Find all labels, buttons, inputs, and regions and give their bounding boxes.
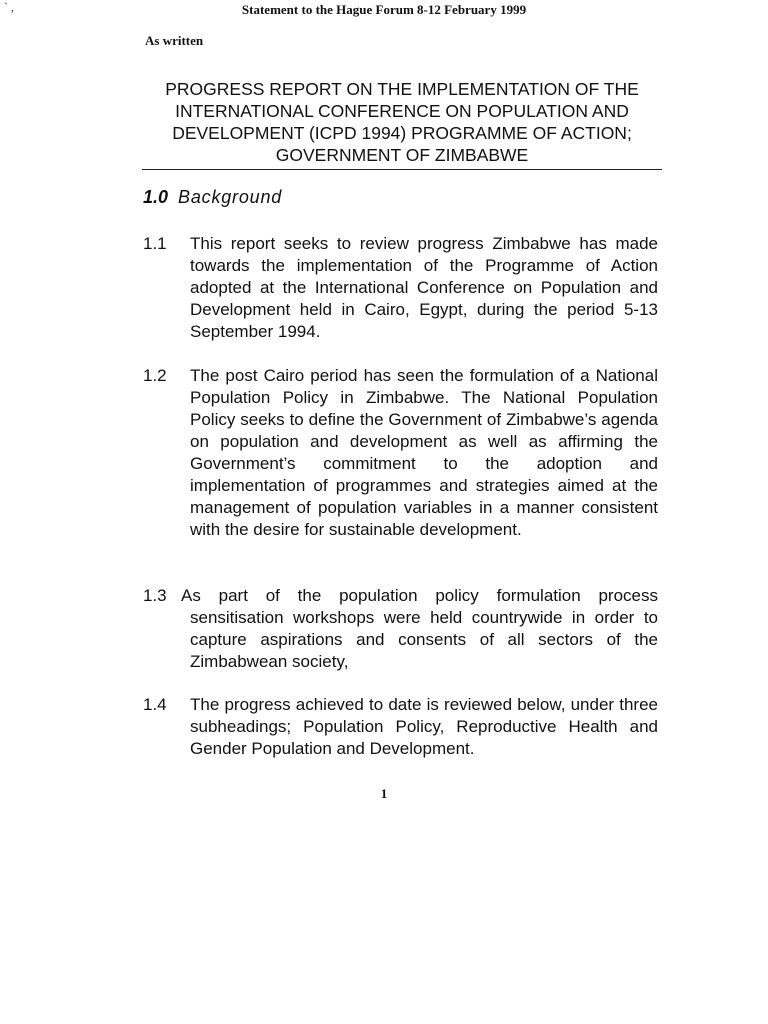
paragraph-text: The post Cairo period has seen the formulation of a National Population Policy in Zimbabwe. The National Population Policy seeks to define the Government of Zimbabwe’s agenda on population and development as well as affirming the Government’s commitment to the adoption and implementation of programmes and strategies aimed at the management of population variables in a manner consistent with the desire for sustainable development.: [190, 366, 658, 539]
paragraph-1-2: [143, 365, 658, 541]
paragraph-text: As part of the population policy formulation process sensitisation workshops were held countrywide in order to capture aspirations and consents of all sectors of the Zimbabwean society,: [181, 586, 658, 671]
scan-marks: ` ,: [4, 0, 14, 14]
paragraph-1-1: [143, 233, 658, 343]
paragraph-number: 1.1: [143, 234, 167, 253]
paragraph-1-3: [143, 585, 658, 673]
page-number: 1: [380, 786, 388, 801]
paragraph-1-4: [143, 694, 658, 760]
paragraph-number: 1.3: [143, 586, 167, 605]
section-heading: [143, 187, 282, 208]
paragraph-text: The progress achieved to date is reviewed below, under three subheadings; Population Policy, Reproductive Health and Gender Population and Development.: [190, 695, 658, 758]
paragraph-number: 1.4: [143, 695, 167, 714]
document-title: PROGRESS REPORT ON THE IMPLEMENTATION OF THE INTERNATIONAL CONFERENCE ON POPULATION AND DEVELOPMENT (ICPD 1994) PROGRAMME OF ACTION; GOVERNMENT OF ZIMBABWE: [142, 78, 662, 170]
paragraph-number: 1.2: [143, 366, 167, 385]
section-number: 1.0: [143, 187, 169, 207]
section-title: Background: [178, 187, 283, 207]
status-note: As written: [145, 33, 204, 48]
paragraph-text: This report seeks to review progress Zimbabwe has made towards the implementation of the Programme of Action adopted at the International Conference on Population and Development held in Cairo, Egypt, during the period 5-13 September 1994.: [190, 234, 658, 341]
statement-header: Statement to the Hague Forum 8-12 February 1999: [241, 2, 527, 17]
